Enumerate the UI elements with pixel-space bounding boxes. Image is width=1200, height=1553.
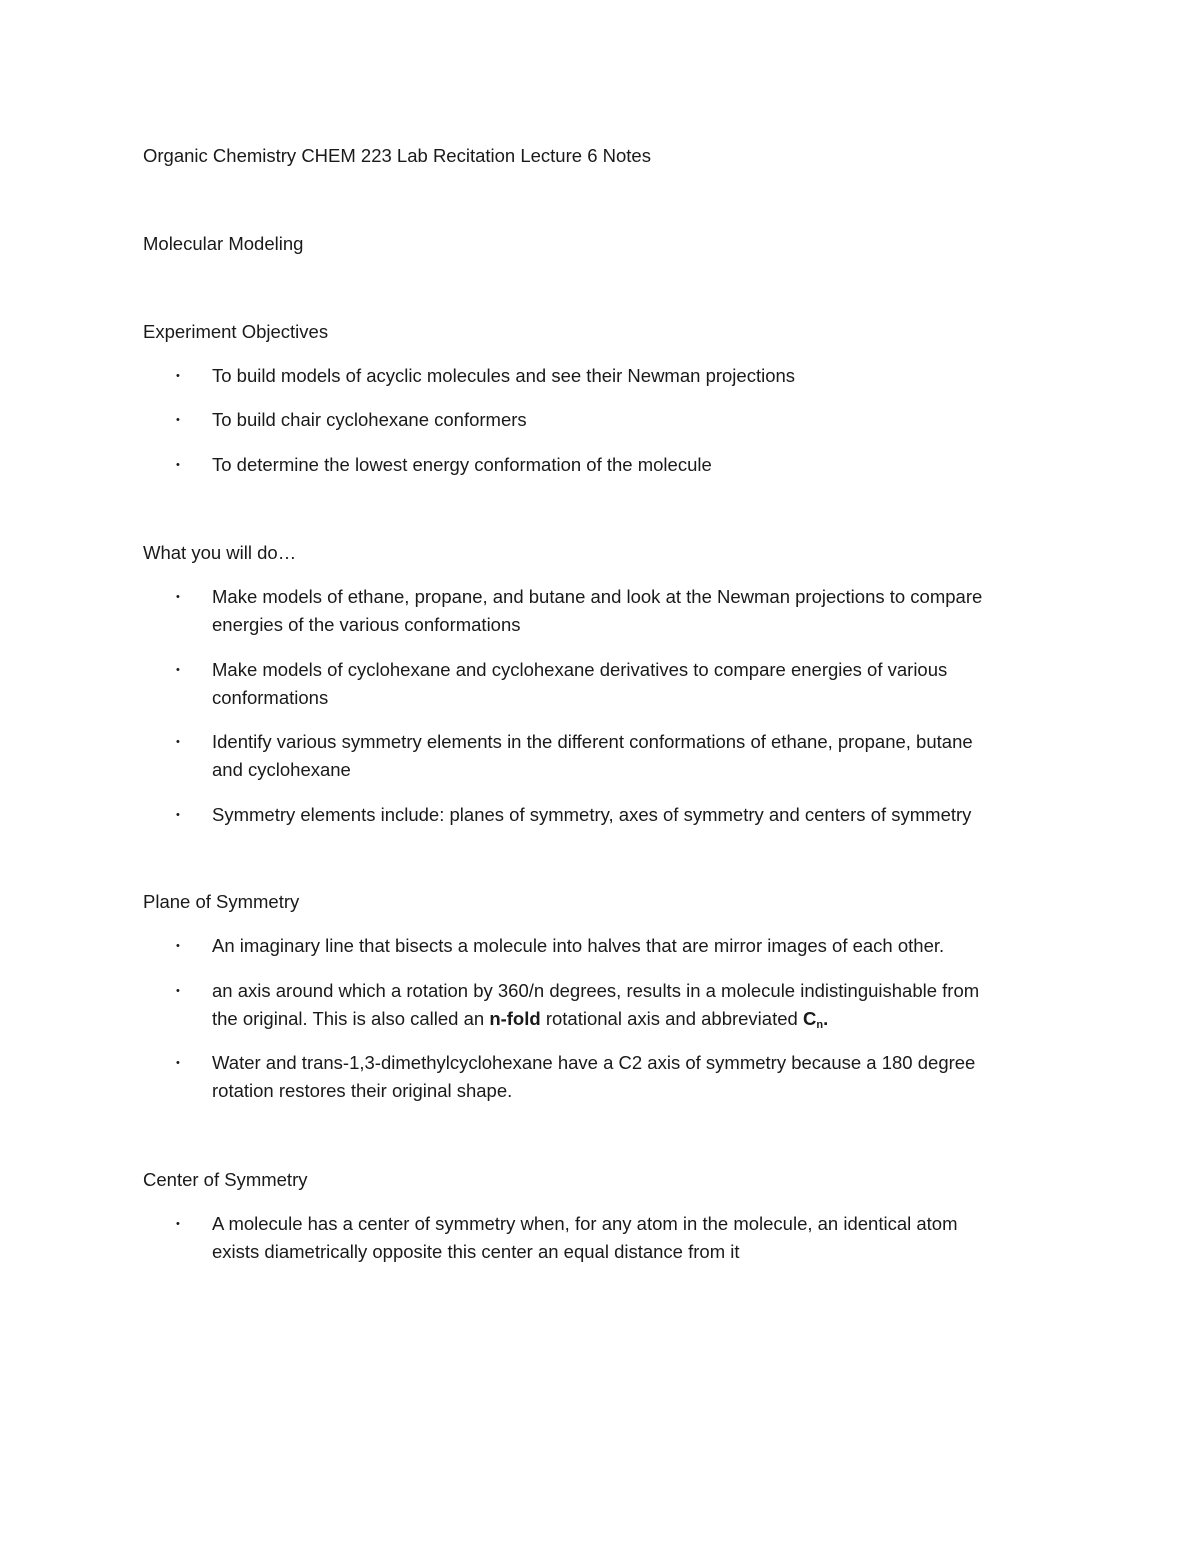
bullet-icon: • xyxy=(176,591,180,603)
section-heading-center-of-symmetry: Center of Symmetry xyxy=(143,1169,308,1190)
list-item-text: To determine the lowest energy conformation of the molecule xyxy=(212,454,712,475)
bullet-icon: • xyxy=(176,985,180,997)
section-heading-objectives: Experiment Objectives xyxy=(143,321,329,342)
bullet-icon: • xyxy=(176,1218,180,1230)
list-item-text: Make models of cyclohexane and cyclohexane derivatives to compare energies of various conformations xyxy=(212,659,948,708)
list-item-text: an axis around which a rotation by 360/n degrees, results in a molecule indistinguishable from the original. This is also called an n-fold rotational axis and abbreviated $C_n$. xyxy=(212,977,1072,1033)
list-item-text: Water and trans-1,3-dimethylcyclohexane have a C2 axis of symmetry because a 180 degree rotation restores their original shape. xyxy=(212,1052,976,1101)
bullet-icon: • xyxy=(176,459,180,471)
bullet-icon: • xyxy=(176,940,180,952)
bullet-icon: • xyxy=(176,1057,180,1069)
rich-line: the original. This is also called an n-fold rotational axis and abbreviated $C_n$. xyxy=(212,1008,829,1031)
list-item-text: Identify various symmetry elements in the different conformations of ethane, propane, butane and cyclohexane xyxy=(212,731,973,780)
bullet-icon: • xyxy=(176,664,180,676)
bullet-icon: • xyxy=(176,736,180,748)
list-item-text: To build chair cyclohexane conformers xyxy=(212,409,527,430)
list-item-text: A molecule has a center of symmetry when, for any atom in the molecule, an identical atom exists diametrically opposite this center an equal distance from it xyxy=(212,1213,958,1262)
section-heading-what-you-will-do: What you will do… xyxy=(143,542,297,563)
bullet-icon: • xyxy=(176,809,180,821)
list-item-text: Make models of ethane, propane, and butane and look at the Newman projections to compare energies of the various conformations xyxy=(212,586,983,635)
document-subtitle: Molecular Modeling xyxy=(143,233,304,254)
list-item-text: An imaginary line that bisects a molecule into halves that are mirror images of each other. xyxy=(212,935,945,956)
document-title: Organic Chemistry CHEM 223 Lab Recitation Lecture 6 Notes xyxy=(143,145,651,166)
list-item-text: Symmetry elements include: planes of symmetry, axes of symmetry and centers of symmetry xyxy=(212,804,972,825)
section-heading-plane-of-symmetry: Plane of Symmetry xyxy=(143,891,300,912)
bullet-icon: • xyxy=(176,414,180,426)
list-item-text: To build models of acyclic molecules and see their Newman projections xyxy=(212,365,796,386)
bullet-icon: • xyxy=(176,370,180,382)
